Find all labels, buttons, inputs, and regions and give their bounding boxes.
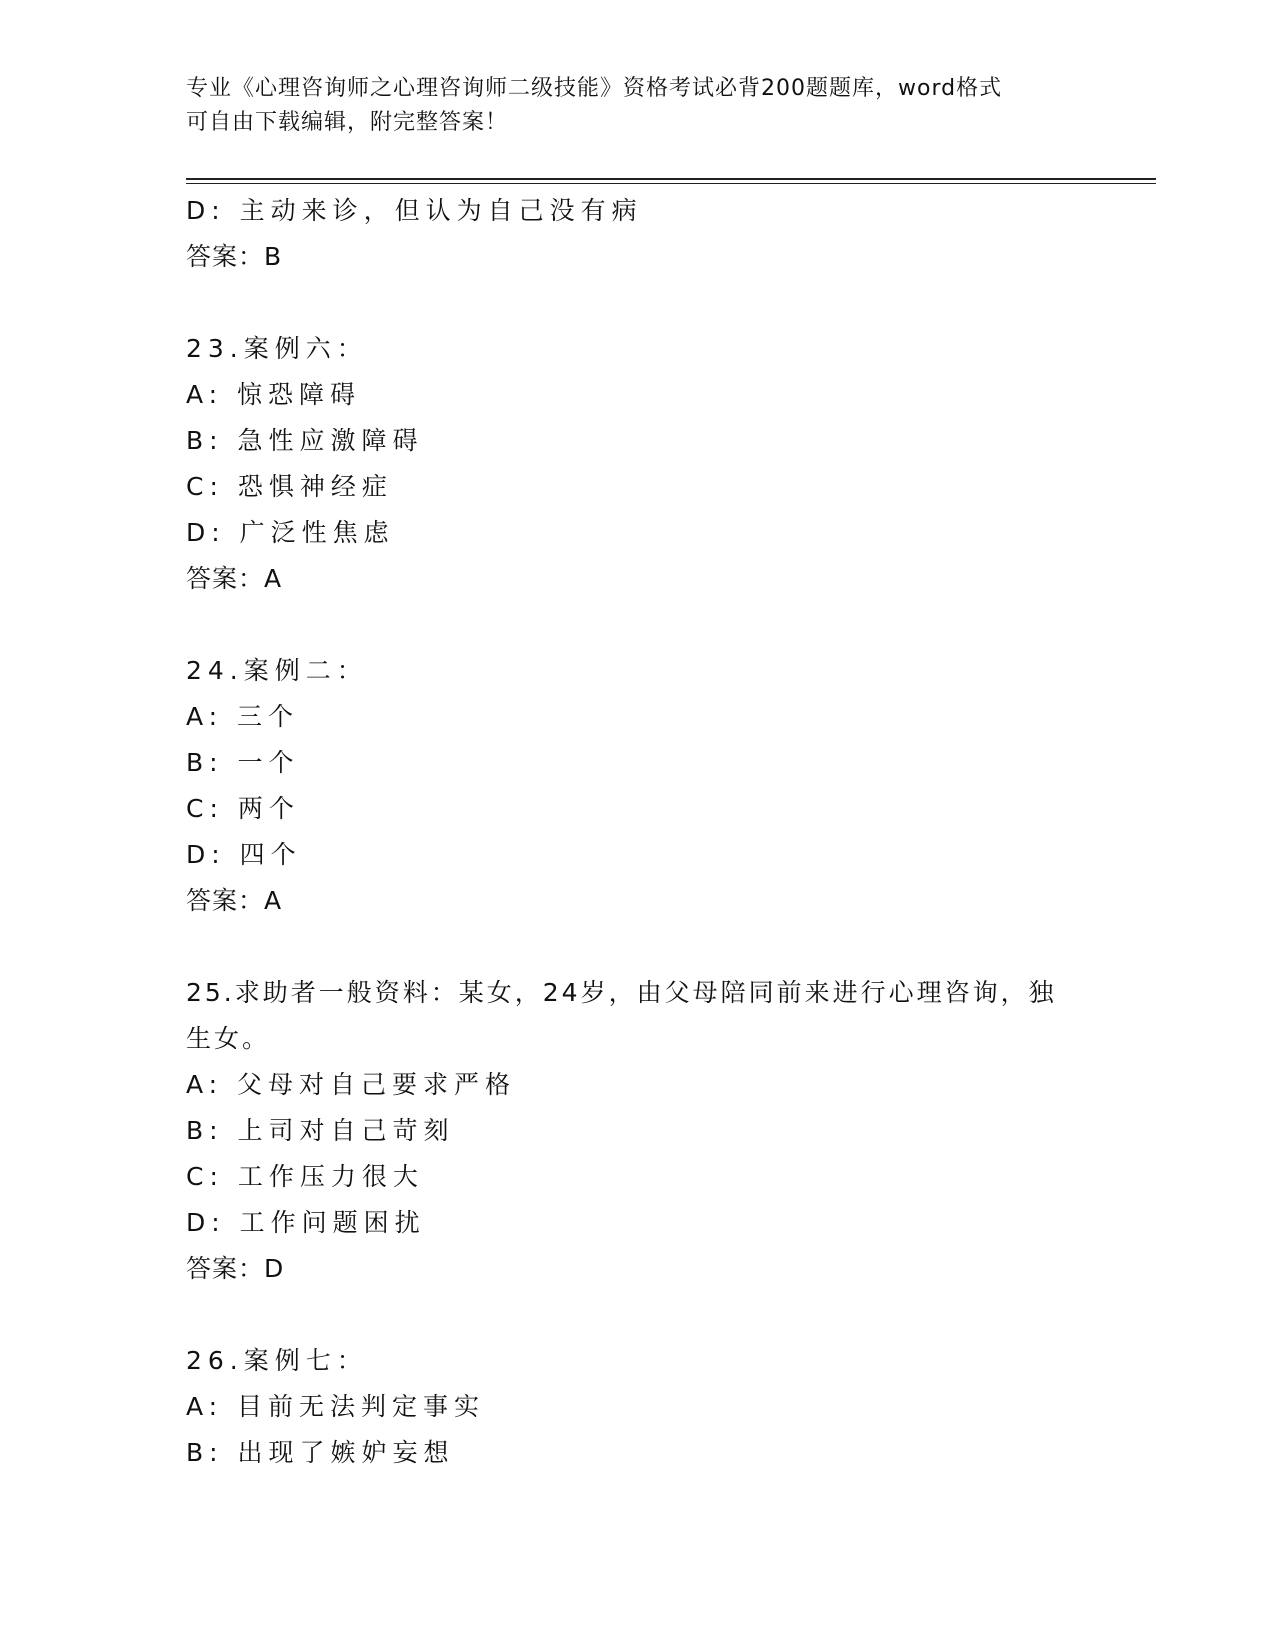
answer-line: 答案：A [186,886,283,915]
option-a: A: 目前无法判定事实 [186,1392,486,1421]
question-title: 23.案例六： [186,334,368,363]
question-title: 25.求助者一般资料：某女，24岁，由父母陪同前来进行心理咨询，独生女。 [186,978,1057,1053]
option-a: A: 三个 [186,702,300,731]
option-d: D: 工作问题困扰 [186,1208,426,1237]
option-a: A: 父母对自己要求严格 [186,1070,517,1099]
question-title: 24.案例二： [186,656,368,685]
option-c: C: 恐惧神经症 [186,472,393,501]
option-d: D: 广泛性焦虑 [186,518,395,547]
answer-line: 答案：D [186,1254,285,1283]
document-header [186,72,1066,140]
option-a: A: 惊恐障碍 [186,380,362,409]
header-line-2: 可自由下载编辑，附完整答案！ [186,110,509,135]
header-rule-thick [186,178,1156,180]
answer-line: 答案：B [186,242,283,271]
option-b: B: 急性应激障碍 [186,426,424,455]
question-title: 26.案例七： [186,1346,368,1375]
option-d: D: 四个 [186,840,302,869]
option-b: B: 上司对自己苛刻 [186,1116,455,1145]
header-line-1: 专业《心理咨询师之心理咨询师二级技能》资格考试必背200题题库，word格式 [186,76,1003,101]
option-c: C: 工作压力很大 [186,1162,424,1191]
question-list [186,188,1086,1476]
option-d: D: 主动来诊，但认为自己没有病 [186,196,643,225]
option-b: B: 出现了嫉妒妄想 [186,1438,455,1467]
header-rule-thin [186,183,1156,184]
option-c: C: 两个 [186,794,300,823]
answer-line: 答案：A [186,564,283,593]
option-b: B: 一个 [186,748,300,777]
